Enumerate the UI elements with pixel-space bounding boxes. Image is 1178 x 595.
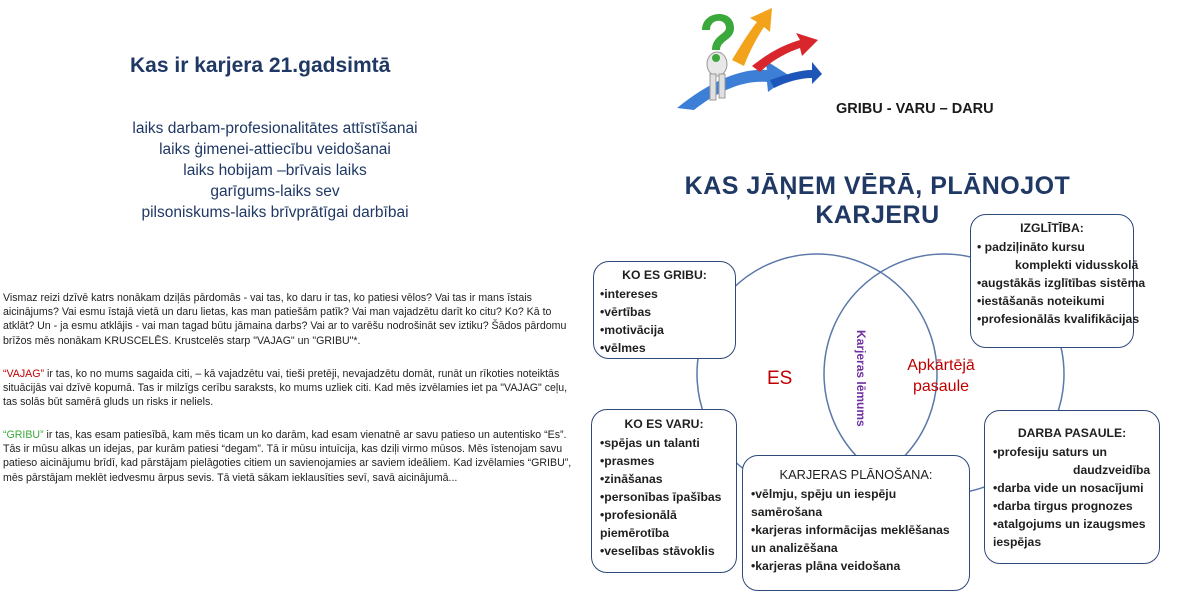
paragraph-gribu: [3, 428, 573, 485]
venn-label-es: ES: [767, 368, 793, 389]
box-ko-es-varu: [591, 409, 737, 573]
list-item: •vēlmju, spēju un iespēju samērošana: [751, 487, 897, 519]
box-header: IZGLĪTĪBA:: [1020, 221, 1084, 235]
box-header: KARJERAS PLĀNOŠANA:: [779, 467, 933, 482]
box-ko-es-gribu: [593, 261, 736, 359]
list-item: •personības īpašības: [600, 490, 722, 504]
box-header: DARBA PASAULE:: [1017, 426, 1127, 440]
list-item: garīgums-laiks sev: [210, 183, 340, 200]
box-header: KO ES GRIBU:: [622, 268, 707, 282]
gribu-varu-daru-caption: GRIBU - VARU – DARU: [836, 101, 994, 117]
box-header: KO ES VARU:: [624, 417, 704, 431]
list-item: •atalgojums un izaugsmes iespējas: [993, 517, 1146, 549]
list-item: •motivācija: [600, 323, 664, 337]
list-item: laiks darbam-profesionalitātes attīstīšanai: [132, 120, 418, 137]
list-item: laiks hobijam –brīvais laiks: [183, 162, 367, 179]
list-item: daudzveidība: [1073, 463, 1151, 477]
list-item: pilsoniskums-laiks brīvprātīgai darbībai: [141, 204, 409, 221]
list-item: • padziļināto kursu: [977, 240, 1085, 254]
section-title-line: KARJERU: [815, 201, 940, 229]
list-item: •darba vide un nosacījumi: [993, 481, 1144, 495]
list-item: •profesionālās kvalifikācijas: [977, 312, 1140, 326]
section-title-line: KAS JĀŅEM VĒRĀ, PLĀNOJOT: [684, 172, 1071, 200]
question-mark-climbing-arrows-icon: [672, 0, 822, 112]
list-item: •darba tirgus prognozes: [993, 499, 1133, 513]
box-karjeras-planosana: [742, 455, 970, 591]
list-item: •profesionālā piemērotība: [600, 508, 677, 540]
list-item: •veselības stāvoklis: [600, 544, 715, 558]
list-item: •zināšanas: [600, 472, 663, 486]
list-item: •karjeras plāna veidošana: [751, 559, 901, 573]
list-item: laiks ģimenei-attiecību veidošanai: [159, 141, 391, 158]
paragraph-vajag-text: ir tas, ko no mums sagaida citi, – kā vajadzētu vai, tieši pretēji, nevajadzētu domāt, runāt un rīkoties noteiktās situācijās vai dzīvē kopumā. Tas ir milzīgs cerību saraksts, ko mums uzliek citi. Kad mēs izvēlamies iet pa "VAJAG" ceļu, tas solās būt samērā gluds un risks ir neliels.: [3, 368, 568, 409]
paragraph-gribu-text: ir tas, kas esam patiesībā, kam mēs ticam un ko darām, kad esam vienatnē ar savu patieso un autentisko “Es”. Tās ir mūsu alkas un idejas, par kurām patiesi “degam”. Tā ir mūsu intuīcija, kas dziļi virmo mūsos. Mēs īstenojam savu patieso aicinājumu brīdī, kad pārstājam pielāgoties citiem un savienojamies ar saviem ideāliem. Kad izvēlamies “GRIBU”, mēs pārstājam meklēt iedvesmu ārpus sevis. Tā vietā sākam ieklausīties sevī, savā aicinājumā...: [3, 429, 572, 484]
venn-label-world-line: pasaule: [912, 378, 970, 395]
keyword-vajag: “VAJAG”: [3, 368, 45, 380]
page-title: Kas ir karjera 21.gadsimtā: [130, 54, 391, 77]
venn-label-world-line: Apkārtējā: [907, 357, 975, 374]
venn-center-label: Karjeras lēmums: [854, 330, 868, 427]
list-item: •profesiju saturs un: [993, 445, 1107, 459]
paragraph-intro: Vismaz reizi dzīvē katrs nonākam dziļās pārdomās - vai tas, ko daru ir tas, ko patiesi vēlos? Vai tas ir mans īstais aicinājums? Vai esmu īstajā vietā un daru lietas, kas man patiešām patīk? Vai man vajadzētu darīt ko citu? Ko? Kā to atklāt? Un - ja esmu atklājis - vai man tagad būtu jāmaina darbs? Vai ar to varēšu nodrošināt sev iztiku? Šādos pārdomu brīžos mēs nonākam KRUSCELĒS. Krustcelēs starp "VAJAG" un "GRIBU"*.: [3, 292, 567, 347]
list-item: •karjeras informācijas meklēšanas un analizēšana: [751, 523, 950, 555]
paragraph-vajag: [3, 367, 573, 410]
list-item: •iestāšanās noteikumi: [977, 294, 1105, 308]
list-item: •augstākās izglītības sistēma: [977, 276, 1146, 290]
list-item: •spējas un talanti: [600, 436, 700, 450]
box-darba-pasaule: [984, 410, 1160, 564]
list-item: komplekti vidusskolā: [1015, 258, 1139, 272]
list-item: •vēlmes: [600, 341, 646, 355]
box-izglitiba: [970, 214, 1146, 348]
list-item: •intereses: [600, 287, 658, 301]
list-item: •vērtības: [600, 305, 652, 319]
list-item: •prasmes: [600, 454, 655, 468]
venn-label-world: [896, 355, 986, 397]
time-list: [110, 118, 440, 223]
keyword-gribu: “GRIBU”: [3, 429, 44, 441]
